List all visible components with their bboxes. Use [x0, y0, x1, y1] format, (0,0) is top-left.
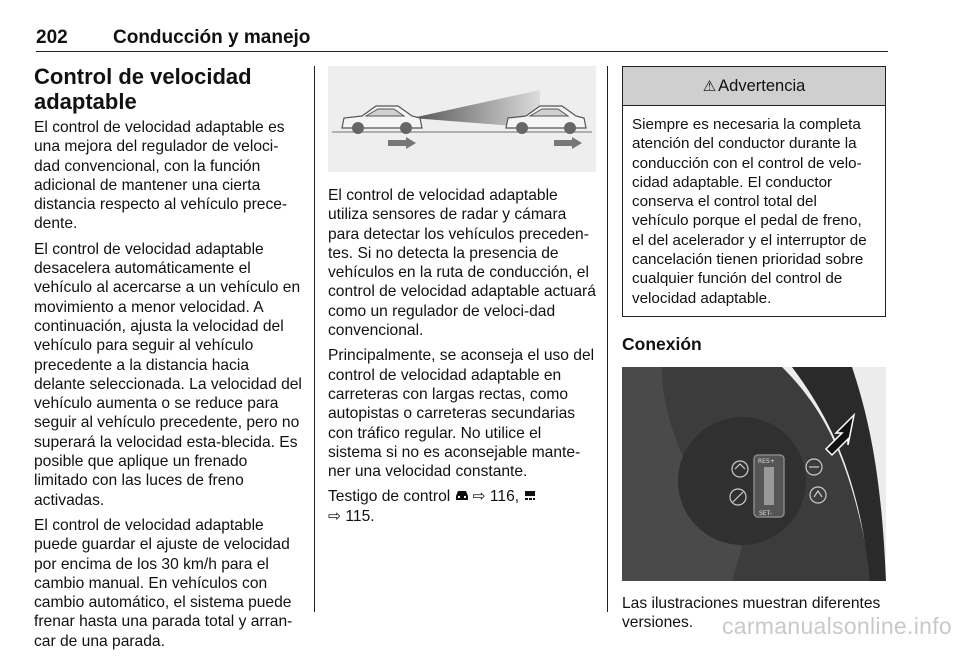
figure-caption: Las ilustraciones muestran diferentes versiones. — [622, 594, 881, 632]
paragraph: El control de velocidad adaptable desacelera automáticamente el vehículo al acercarse a un vehículo en movimiento a menor velocidad. A continuación, ajusta la velocidad del vehículo para seguir al vehículo precedente a la distancia hacia delante seleccionada. La velocidad del vehículo aumenta o se reduce para seguir al vehículo precedente, pero no superará la velocidad esta-blecida. Es posible que aplique un frenado limitado con las luces de freno activadas. — [34, 240, 302, 509]
car-front-icon — [455, 488, 473, 504]
wheel-label-bottom: SET- — [759, 509, 772, 517]
column-1 — [34, 64, 304, 657]
header-divider — [36, 51, 888, 52]
radar-illustration — [328, 66, 596, 172]
steering-wheel-illustration — [622, 367, 886, 581]
warning-title: Advertencia — [718, 77, 806, 95]
warning-text: Siempre es necesaria la completa atención del conductor durante la conducción con el control de velo-cidad adaptable. El conductor conserva el control total del vehículo porque el pedal de freno, el del acelerador y el interruptor de cancelación tienen prioridad sobre cualquier función del control de velocidad adaptable. — [632, 116, 867, 307]
page-reference-arrow-icon: ⇨ — [472, 488, 486, 506]
paragraph: El control de velocidad adaptable utiliza sensores de radar y cámara para detectar los vehículos preceden-tes. Si no detecta la presencia de vehículos en la ruta de conducción, el control de velocidad adaptable actuará como un regulador de veloci-dad convencional. — [328, 187, 596, 340]
wheel-label-top: RES+ — [758, 457, 775, 465]
page-header — [36, 26, 888, 50]
column-divider-2 — [607, 66, 608, 612]
steering-wheel-svg — [622, 367, 886, 581]
column-divider-1 — [314, 66, 315, 612]
column-2 — [328, 186, 596, 532]
paragraph: El control de velocidad adaptable puede guardar el ajuste de velocidad por encima de los 30 km/h para el cambio manual. En vehículos con cambio automático, el sistema puede frenar hasta una parada total y arran-car de una parada. — [34, 516, 293, 650]
control-indicator-reference — [328, 487, 596, 526]
page-reference: 116, — [489, 488, 520, 506]
paragraph: El control de velocidad adaptable es una mejora del regulador de veloci-dad convencional, con la función adicional de mantener una cierta distancia respecto al vehículo prece-dente. — [34, 119, 288, 233]
cruise-control-switch — [754, 455, 784, 517]
column-3 — [622, 66, 888, 639]
chapter-title: Conducción y manejo — [113, 27, 311, 48]
warning-box — [622, 66, 886, 317]
page-reference: 115. — [345, 507, 375, 525]
page-reference-arrow-icon: ⇨ — [328, 507, 342, 525]
warning-header — [623, 67, 885, 106]
watermark: carmanualsonline.info — [721, 613, 952, 639]
following-distance-icon — [523, 488, 537, 505]
warning-icon: ⚠ — [702, 78, 717, 95]
page-number: 202 — [36, 27, 68, 48]
radar-illustration-svg — [328, 66, 596, 172]
subsection-heading: Conexión — [622, 333, 702, 354]
reference-prefix: Testigo de control — [328, 488, 451, 506]
paragraph: Principalmente, se aconseja el uso del control de velocidad adaptable en carreteras con largas rectas, como autopistas o carreteras secundarias con tráfico regular. No utilice el sistema si no es aconsejable mante-ner una velocidad constante. — [328, 347, 595, 481]
section-title: Control de velocidad adaptable — [34, 64, 252, 114]
